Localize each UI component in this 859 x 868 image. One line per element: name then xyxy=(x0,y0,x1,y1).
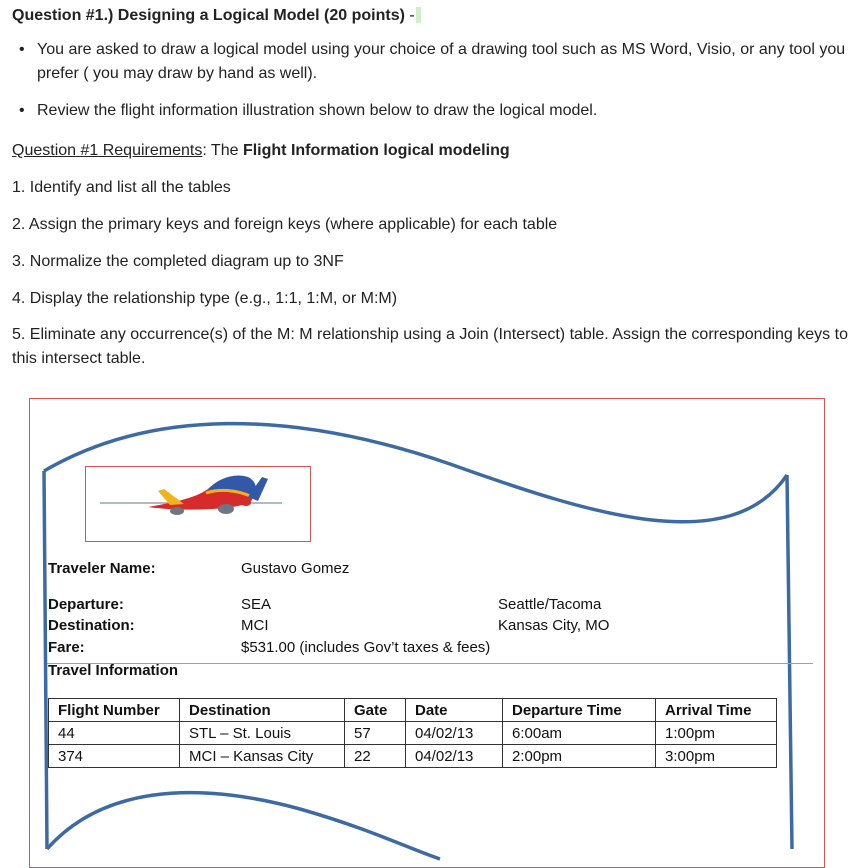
requirements-heading xyxy=(12,139,510,163)
text-cursor-highlight xyxy=(416,7,421,23)
instruction-list xyxy=(0,38,859,123)
question-title xyxy=(12,7,421,25)
departure-city: Seattle/Tacoma xyxy=(498,596,602,613)
destination-label: Destination: xyxy=(48,617,135,634)
instruction-item: • You are asked to draw a logical model using your choice of a drawing tool such as MS Word, Visio, or any tool you prefer ( you may draw by hand as well). xyxy=(0,38,859,86)
destination-code: MCI xyxy=(241,617,269,634)
table-row xyxy=(49,745,777,768)
traveler-value: Gustavo Gomez xyxy=(241,560,350,577)
cell-gate: 22 xyxy=(345,745,406,768)
cell-arrival-time: 3:00pm xyxy=(656,745,777,768)
table-row xyxy=(49,722,777,745)
step-4: 4. Display the relationship type (e.g., 1:1, 1:M, or M:M) xyxy=(12,290,398,307)
departure-code: SEA xyxy=(241,596,272,613)
departure-label: Departure: xyxy=(48,596,124,613)
col-arrival-time: Arrival Time xyxy=(656,699,777,722)
cell-gate: 57 xyxy=(345,722,406,745)
destination-city: Kansas City, MO xyxy=(498,617,610,634)
instruction-item: • Review the flight information illustration shown below to draw the logical model. xyxy=(0,99,859,123)
fare-value: $531.00 (includes Gov’t taxes & fees) xyxy=(241,639,491,656)
table-header-row xyxy=(49,699,777,722)
col-departure-time: Departure Time xyxy=(503,699,656,722)
airplane-image xyxy=(85,466,311,542)
col-destination: Destination xyxy=(180,699,345,722)
cell-date: 04/02/13 xyxy=(406,722,503,745)
col-date: Date xyxy=(406,699,503,722)
title-dash: - xyxy=(404,7,415,24)
cell-date: 04/02/13 xyxy=(406,745,503,768)
cell-arrival-time: 1:00pm xyxy=(656,722,777,745)
cell-flight-number: 374 xyxy=(49,745,180,768)
step-2: 2. Assign the primary keys and foreign keys (where applicable) for each table xyxy=(12,216,558,233)
traveler-label: Traveler Name: xyxy=(48,560,156,577)
col-gate: Gate xyxy=(345,699,406,722)
fare-label: Fare: xyxy=(48,639,85,656)
flight-information-figure xyxy=(29,398,825,868)
requirements-label: Question #1 Requirements xyxy=(12,142,203,159)
travel-info-label: Travel Information xyxy=(48,662,179,679)
question-title-text: Question #1.) Designing a Logical Model (20 points) xyxy=(12,7,405,24)
requirements-colon: : The xyxy=(202,142,243,159)
airplane-icon xyxy=(86,467,310,541)
cell-departure-time: 6:00am xyxy=(503,722,656,745)
cell-destination: STL – St. Louis xyxy=(180,722,345,745)
step-1: 1. Identify and list all the tables xyxy=(12,179,231,196)
col-flight-number: Flight Number xyxy=(49,699,180,722)
flight-table xyxy=(48,698,777,768)
cell-destination: MCI – Kansas City xyxy=(180,745,345,768)
cell-departure-time: 2:00pm xyxy=(503,745,656,768)
cell-flight-number: 44 xyxy=(49,722,180,745)
requirements-emphasis: Flight Information logical modeling xyxy=(242,142,510,159)
step-5: 5. Eliminate any occurrence(s) of the M: M relationship using a Join (Intersect) table. Assign the corresponding keys to this intersect table. xyxy=(12,326,848,367)
step-3: 3. Normalize the completed diagram up to 3NF xyxy=(12,253,344,270)
